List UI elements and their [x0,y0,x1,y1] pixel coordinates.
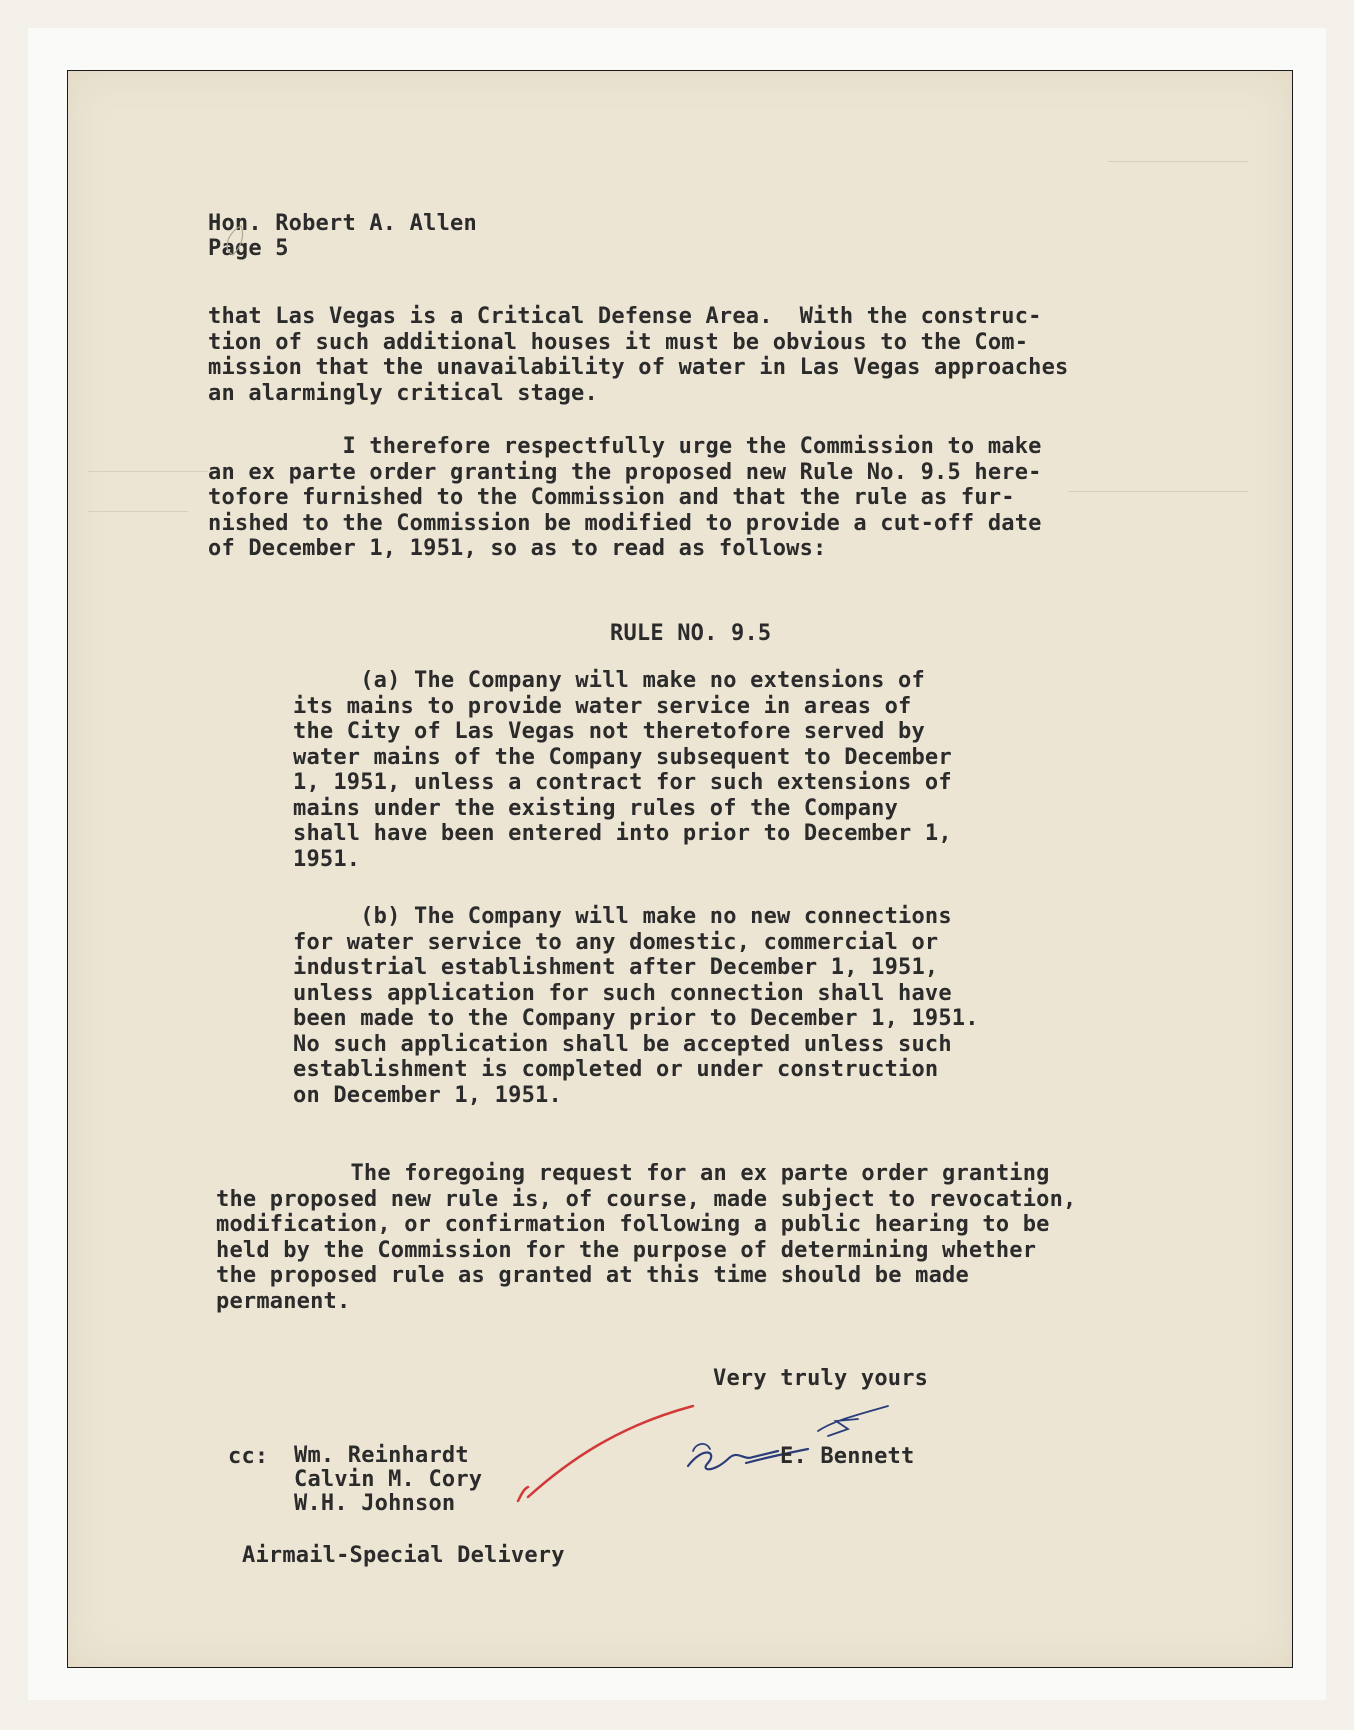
bleed-through-line [1108,161,1248,162]
letter-sheet [67,70,1293,1668]
closing-salutation: Very truly yours [713,1366,929,1391]
header-addressee: Hon. Robert A. Allen [208,211,477,236]
body-paragraph: The foregoing request for an ex parte order granting the proposed new rule is, of course, made subject to revocation, modification, or confirmation following a public hearing to be held by the Commission for the purpose of determining whether the proposed rule as granted at this time should be made permanent. [216,1161,1077,1314]
red-check-mark-icon [508,1401,708,1511]
body-paragraph: that Las Vegas is a Critical Defense Area. With the construc- tion of such additional houses it must be obvious to the Com- mission that the unavailability of water in Las Vegas approaches an alarmingly critical stage. [208,304,1069,406]
rule-section-a: (a) The Company will make no extensions of its mains to provide water service in areas of the City of Las Vegas not theretofore served by water mains of the Company subsequent to December 1, 1951, unless a contract for such extensions of mains under the existing rules of the Company shall have been entered into prior to December 1, 1951. [293,668,952,872]
cc-recipient-list [294,1444,482,1516]
cc-recipient: Wm. Reinhardt [294,1443,469,1468]
delivery-note: Airmail-Special Delivery [242,1543,565,1568]
bleed-through-line [88,511,188,512]
rule-heading: RULE NO. 9.5 [610,621,772,646]
bleed-through-line [88,471,208,472]
paper-fold-icon [223,221,253,261]
rule-section-b: (b) The Company will make no new connections for water service to any domestic, commercial or industrial establishment after December 1, 1951, unless application for such connection shall have been made to the Company prior to December 1, 1951. No such application shall be accepted unless such establishment is completed or under construction on December 1, 1951. [293,904,979,1108]
cc-recipient: W.H. Johnson [294,1491,456,1516]
bleed-through-line [1068,491,1248,492]
cc-recipient: Calvin M. Cory [294,1467,483,1492]
body-paragraph: I therefore respectfully urge the Commission to make an ex parte order granting the proposed new Rule No. 9.5 here- tofore furnished to the Commission and that the rule as fur- nished to the Commission be modified to provide a cut-off date of December 1, 1951, so as to read as follows: [208,434,1042,561]
cc-label: cc: [228,1444,269,1469]
header-page-number: Page 5 [208,236,289,261]
signer-name: E. Bennett [780,1444,915,1469]
